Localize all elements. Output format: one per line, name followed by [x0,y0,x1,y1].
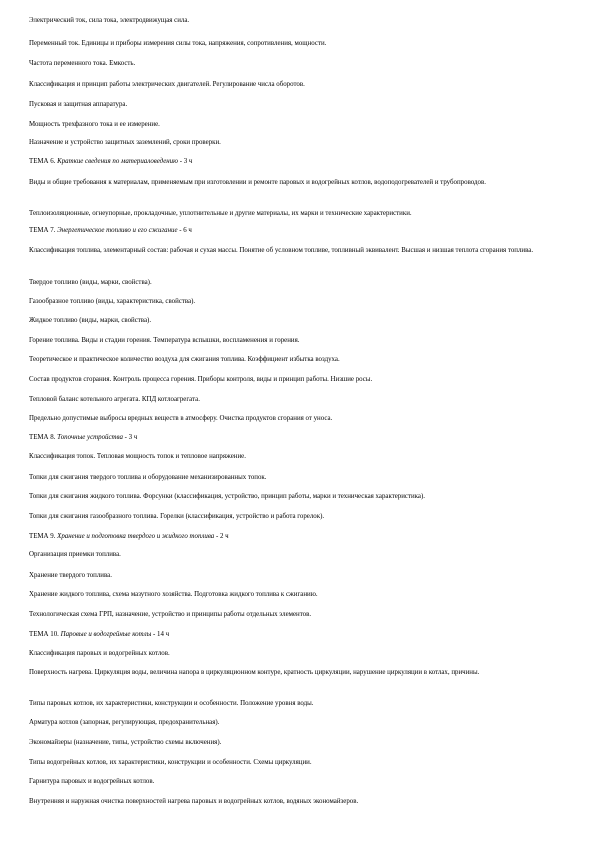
paragraph: Горение топлива. Виды и стадии горения. Температура вспышки, воспламенения и горения. [29,337,300,344]
topic-hours: - 2 ч [215,533,229,540]
topic-number: ТЕМА 10. [29,631,59,638]
paragraph: Виды и общие требования к материалам, применяемым при изготовлении и ремонте паровых и водогрейных котлов, водоподогревателей и трубопроводов. [29,179,486,186]
topic-number: ТЕМА 8. [29,434,56,441]
topic-title: Энергетическое топливо и его сжигание [57,227,178,234]
paragraph: Теоретическое и практическое количество воздуха для сжигания топлива. Коэффициент избытка воздуха. [29,356,340,363]
paragraph: Арматура котлов (запорная, регулирующая, предохранительная). [29,719,220,726]
paragraph: Частота переменного тока. Емкость. [29,60,136,67]
paragraph: Экономайзеры (назначение, типы, устройство схемы включения). [29,739,222,746]
paragraph: Жидкое топливо (виды, марки, свойства). [29,317,152,324]
paragraph: Назначение и устройство защитных заземлений, сроки проверки. [29,139,221,146]
paragraph: Предельно допустимые выбросы вредных веществ в атмосферу. Очистка продуктов сгорания от уноса. [29,415,333,422]
topic-number: ТЕМА 6. [29,158,56,165]
paragraph: Топки для сжигания газообразного топлива. Горелки (классификация, устройство и работа горелок). [29,513,325,520]
paragraph: Классификация топок. Тепловая мощность топок и тепловое напряжение. [29,453,246,460]
paragraph: Организация приемки топлива. [29,551,121,558]
topic-title: Краткие сведения по материаловедению [57,158,178,165]
paragraph: Классификация паровых и водогрейных котлов. [29,650,170,657]
paragraph: Переменный ток. Единицы и приборы измерения силы тока, напряжения, сопротивления, мощности. [29,40,327,47]
topic-title: Хранение и подготовка твердого и жидкого топлива [57,533,215,540]
paragraph: Типы паровых котлов, их характеристики, конструкции и особенности. Положение уровня воды. [29,700,314,707]
topic-heading [29,226,574,235]
paragraph: Электрический ток, сила тока, электродвижущая сила. [29,17,190,24]
topic-heading [29,630,574,639]
paragraph: Твердое топливо (виды, марки, свойства). [29,279,152,286]
topic-hours: - 3 ч [124,434,138,441]
paragraph: Газообразное топливо (виды, характеристика, свойства). [29,298,196,305]
topic-hours: - 14 ч [153,631,170,638]
paragraph: Теплоизоляционные, огнеупорные, прокладочные, уплотнительные и другие материалы, их марки и технические характеристики. [29,210,412,217]
paragraph: Состав продуктов сгорания. Контроль процесса горения. Приборы контроля, виды и принцип работы. Низшие росы. [29,376,373,383]
topic-number: ТЕМА 9. [29,533,56,540]
paragraph: Топки для сжигания жидкого топлива. Форсунки (классификация, устройство, принцип работы, марки и техническая характеристика). [29,493,425,500]
topic-hours: - 6 ч [179,227,192,234]
paragraph: Хранение твердого топлива. [29,572,112,579]
paragraph: Технологическая схема ГРП, назначение, устройство и принципы работы отдельных элементов. [29,611,312,618]
topic-number: ТЕМА 7. [29,227,56,234]
topic-title: Паровые и водогрейные котлы [60,631,152,638]
topic-heading [29,532,574,541]
paragraph: Хранение жидкого топлива, схема мазутного хозяйства. Подготовка жидкого топлива к сжиганию. [29,591,318,598]
paragraph: Пусковая и защитная аппаратура. [29,101,128,108]
paragraph: Поверхность нагрева. Циркуляция воды, величина напора в циркуляционном контуре, кратность циркуляции, нарушение циркуляции в котлах, причины. [29,669,480,676]
paragraph: Типы водогрейных котлов, их характеристики, конструкции и особенности. Схемы циркуляции. [29,759,312,766]
paragraph: Классификация топлива, элементарный состав: рабочая и сухая массы. Понятие об условном топливе, топливный эквивалент. Высшая и низшая теплота сгорания топлива. [29,247,534,254]
paragraph: Мощность трехфазного тока и ее измерение. [29,121,160,128]
paragraph: Гарнитура паровых и водогрейных котлов. [29,778,155,785]
paragraph: Тепловой баланс котельного агрегата. КПД котлоагрегата. [29,396,200,403]
topic-hours: - 3 ч [179,158,193,165]
paragraph: Внутренняя и наружная очистка поверхностей нагрева паровых и водогрейных котлов, водяных экономайзеров. [29,798,359,805]
paragraph: Классификация и принцип работы электрических двигателей. Регулирование числа оборотов. [29,81,305,88]
topic-title: Топочные устройства [57,434,123,441]
topic-heading [29,433,574,442]
topic-heading [29,157,574,166]
paragraph: Топки для сжигания твердого топлива и оборудование механизированных топок. [29,474,267,481]
